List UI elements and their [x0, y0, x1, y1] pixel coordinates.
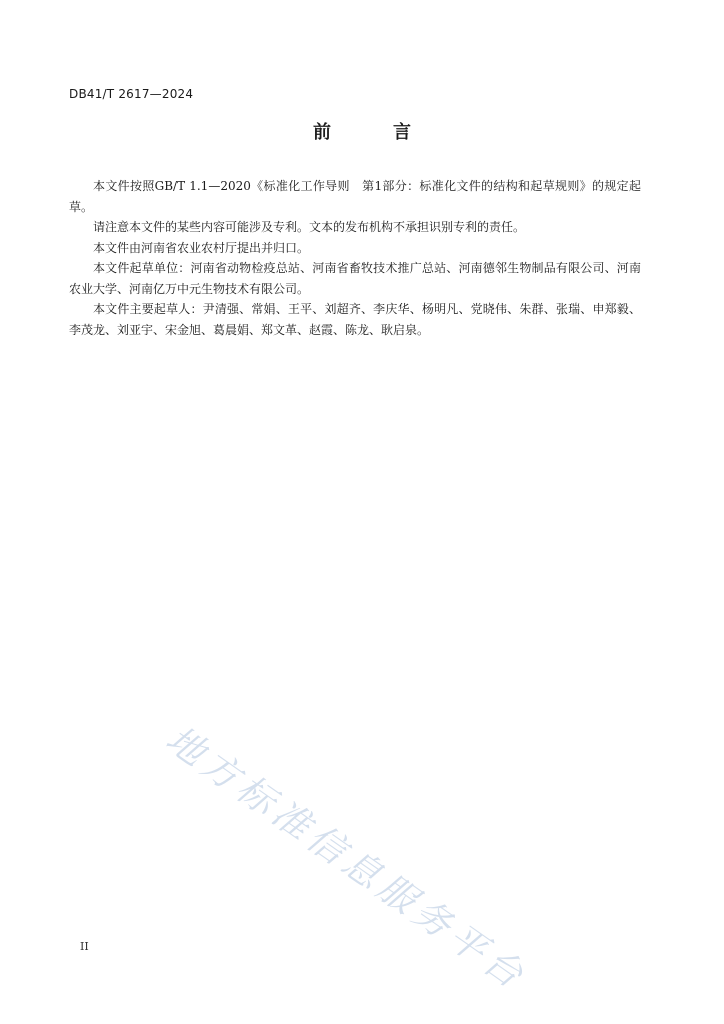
- page-number: II: [80, 940, 89, 953]
- foreword-body: [69, 176, 641, 340]
- watermark: 地方标准信息服务平台: [158, 717, 536, 1000]
- document-code: DB41/T 2617—2024: [69, 87, 194, 101]
- paragraph-patent-notice: 请注意本文件的某些内容可能涉及专利。文本的发布机构不承担识别专利的责任。: [93, 220, 526, 234]
- paragraph-drafting-rules: 本文件按照GB/T 1.1—2020《标准化工作导则 第1部分：标准化文件的结构和起草规则》的规定起草。: [69, 179, 641, 214]
- paragraph-proposer: 本文件由河南省农业农村厅提出并归口。: [93, 240, 310, 255]
- paragraph-drafters: 本文件主要起草人：尹清强、常娟、王平、刘超齐、李庆华、杨明凡、党晓伟、朱群、张瑞、申郑毅、李茂龙、刘亚宇、宋金旭、葛晨娟、郑文革、赵霞、陈龙、耿启泉。: [69, 302, 641, 337]
- paragraph-drafting-units: 本文件起草单位：河南省动物检疫总站、河南省畜牧技术推广总站、河南德邻生物制品有限公司、河南农业大学、河南亿万中元生物技术有限公司。: [69, 261, 641, 296]
- page-title: 前 言: [313, 122, 433, 143]
